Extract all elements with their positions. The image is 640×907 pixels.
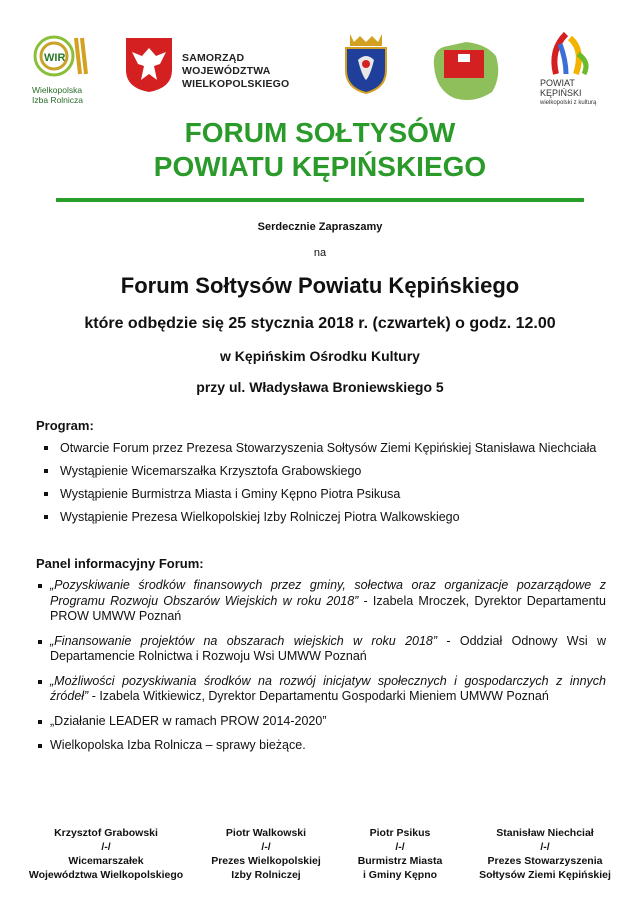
logo-bar — [26, 30, 616, 118]
panel-item — [36, 578, 606, 625]
panel-item — [36, 714, 606, 730]
program-item: Otwarcie Forum przez Prezesa Stowarzyszenia Sołtysów Ziemi Kępińskiej Stanisława Niechciała — [36, 440, 606, 456]
signer-block — [460, 826, 630, 882]
panel-list — [36, 578, 606, 763]
signer-role: Burmistrz Miasta — [357, 855, 443, 867]
panel-heading: Panel informacyjny Forum: — [36, 556, 204, 571]
signer-block — [16, 826, 196, 882]
signer-block — [196, 826, 336, 882]
panel-speaker: - Oddział Odnowy Wsi w Departamencie Rolnictwa i Rozwoju Wsi UMWW Poznań — [50, 633, 606, 663]
signer-mark: /-/ — [540, 841, 550, 853]
svg-text:WIR: WIR — [44, 52, 66, 64]
page-title — [0, 116, 640, 184]
powiat-flame-icon — [536, 30, 596, 78]
panel-topic: „Pozyskiwanie środków finansowych przez gminy, sołectwa oraz organizacje pozarządowe z Programu Rozwoju Obszarów Wiejskich w roku 2018” — [50, 578, 606, 608]
wir-emblem-icon — [32, 34, 92, 78]
signer-name: Krzysztof Grabowski — [54, 827, 158, 839]
program-heading: Program: — [36, 418, 94, 433]
signer-mark: /-/ — [395, 841, 405, 853]
coat-of-arms-icon — [336, 30, 396, 96]
signer-name: Stanisław Niechciał — [496, 827, 594, 839]
signer-role: Prezes Stowarzyszenia — [487, 855, 603, 867]
signer-role: Województwa Wielkopolskiego — [28, 869, 184, 881]
program-list — [36, 440, 606, 532]
county-map-logo — [426, 36, 504, 111]
signatures-row — [0, 826, 640, 896]
panel-item — [36, 674, 606, 705]
event-name: Forum Sołtysów Powiatu Kępińskiego — [120, 273, 520, 298]
event-address: przy ul. Władysława Broniewskiego 5 — [196, 379, 444, 395]
event-venue: w Kępińskim Ośrodku Kultury — [220, 348, 420, 364]
panel-speaker: - Izabela Witkiewicz, Dyrektor Departamentu Gospodarki Mieniem UMWW Poznań — [88, 689, 549, 703]
panel-speaker: „Działanie LEADER w ramach PROW 2014-2020” — [50, 713, 327, 728]
panel-topic: „Możliwości pozyskiwania środków na rozwój inicjatyw społecznych i gospodarczych z innych źródeł” — [50, 673, 606, 703]
signer-mark: /-/ — [101, 841, 111, 853]
panel-item — [36, 738, 606, 754]
samorzad-line-1: SAMORZĄD WOJEWÓDZTWA — [182, 52, 271, 77]
program-item: Wystąpienie Wicemarszałka Krzysztofa Grabowskiego — [36, 463, 606, 479]
program-item: Wystąpienie Prezesa Wielkopolskiej Izby Rolniczej Piotra Walkowskiego — [36, 509, 606, 525]
program-item: Wystąpienie Burmistrza Miasta i Gminy Kępno Piotra Psikusa — [36, 486, 606, 502]
signer-role: Izby Rolniczej — [231, 869, 301, 881]
powiat-line-3: wielkopolski z kulturą — [540, 100, 597, 106]
event-date: które odbędzie się 25 stycznia 2018 r. (czwartek) o godz. 12.00 — [84, 315, 556, 332]
na-word: na — [313, 247, 327, 259]
samorzad-line-2: WIELKOPOLSKIEGO — [182, 78, 290, 90]
map-icon — [426, 36, 504, 106]
signer-role: Prezes Wielkopolskiej — [211, 855, 321, 867]
powiat-kepinski-logo — [536, 30, 616, 106]
title-line-1: FORUM SOŁTYSÓW — [184, 117, 456, 148]
samorzad-logo — [124, 36, 314, 96]
panel-item — [36, 634, 606, 665]
powiat-line-1: POWIAT — [540, 78, 575, 88]
signer-block — [340, 826, 460, 882]
greeting: Serdecznie Zapraszamy — [257, 221, 383, 233]
signer-role: Wicemarszałek — [68, 855, 144, 867]
signer-mark: /-/ — [261, 841, 271, 853]
signer-role: Sołtysów Ziemi Kępińskiej — [479, 869, 611, 881]
panel-topic: „Finansowanie projektów na obszarach wiejskich w roku 2018” — [50, 633, 438, 648]
kepno-coat-of-arms — [336, 30, 396, 101]
wir-caption-1: Wielkopolska — [32, 85, 83, 95]
signer-name: Piotr Walkowski — [225, 827, 307, 839]
title-line-2: POWIATU KĘPIŃSKIEGO — [153, 151, 487, 182]
signer-role: i Gminy Kępno — [362, 869, 438, 881]
title-divider — [56, 198, 584, 202]
panel-speaker: Wielkopolska Izba Rolnicza – sprawy bieżące. — [50, 738, 306, 752]
powiat-line-2: KĘPIŃSKI — [540, 88, 582, 98]
panel-speaker: - Izabela Mroczek, Dyrektor Departamentu PROW UMWW Poznań — [50, 593, 606, 623]
wir-caption-2: Izba Rolnicza — [32, 95, 84, 105]
eagle-shield-icon — [124, 36, 174, 94]
signer-name: Piotr Psikus — [369, 827, 431, 839]
wir-logo — [32, 34, 104, 105]
